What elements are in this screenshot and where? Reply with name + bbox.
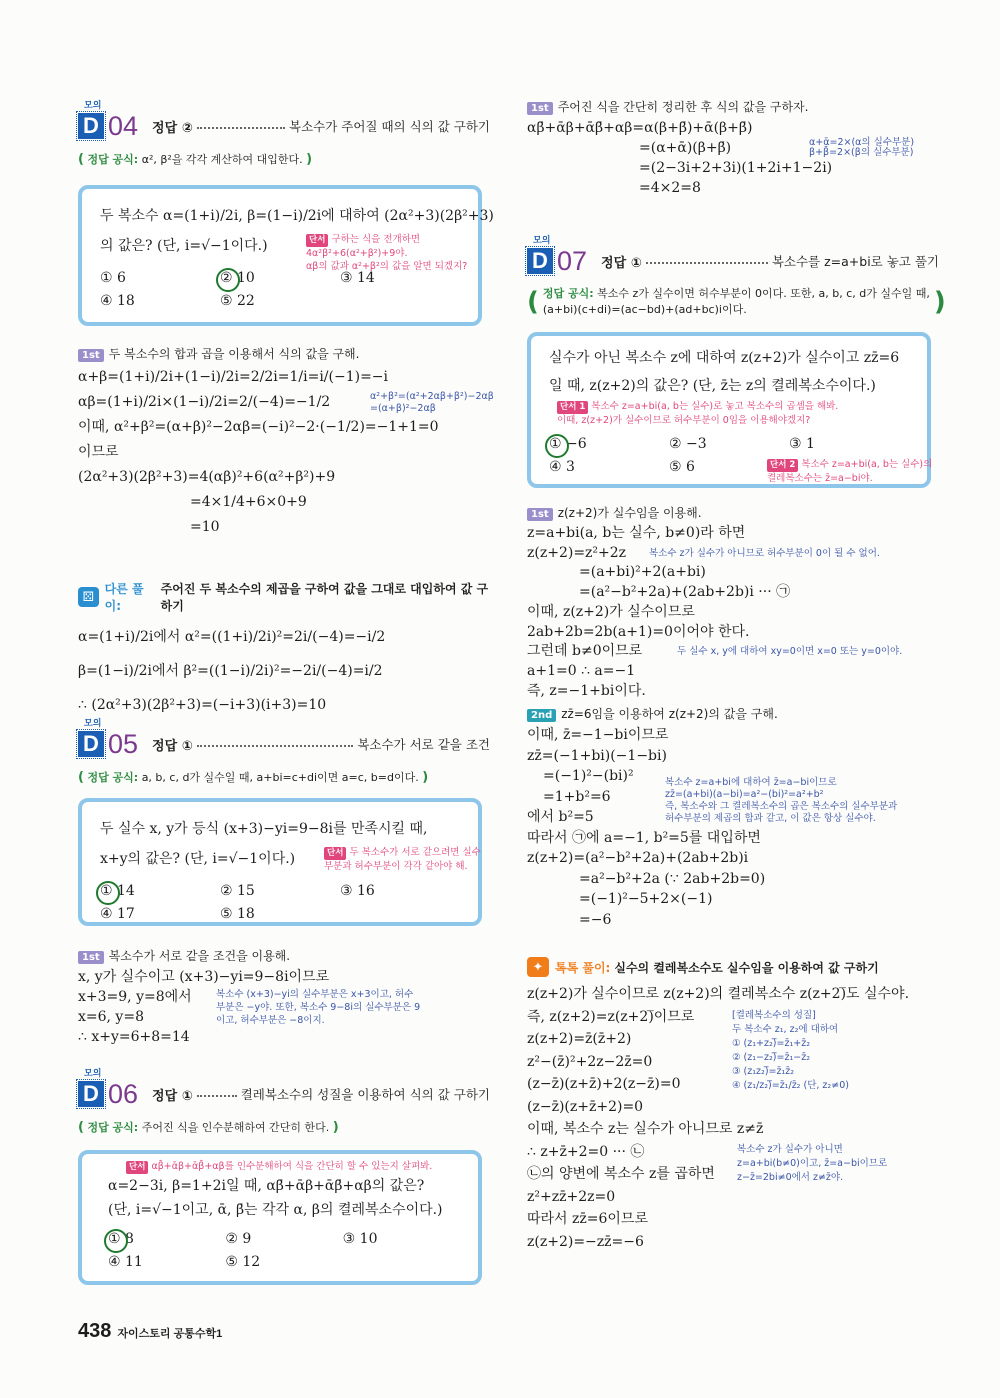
answer-label: 정답 ① [152,1088,193,1104]
answer-choice[interactable]: ② 9 [225,1231,252,1247]
d-label: D [78,731,104,757]
hint-line: 복소수 z=a+bi(a, b는 실수)로 놓고 복소수의 곱셈을 해봐. [591,401,839,412]
step-text: 주어진 식을 간단히 정리한 후 식의 값을 구하자. [557,100,809,114]
solution-line: z(z+2)=(a²−b²+2a)+(2ab+2b)i [527,850,749,867]
note-line: ① (z₁+z₂)̅=z̄₁+z̄₂ [732,1038,811,1049]
answer-formula: ( 정답 공식: 주어진 식을 인수분해하여 간단히 한다. ) [78,1120,339,1135]
hint-line: 이때, z(z+2)가 실수이므로 허수부분이 0임을 이용해야겠지? [557,415,811,426]
solution-line: =4×2=8 [639,180,701,196]
alt-line: 따라서 zz̄=6이므로 [527,1211,648,1227]
note: 두 실수 x, y에 대하여 xy=0이면 x=0 또는 y=0이야. [677,646,903,657]
note-line: ② (z₁−z₂)̅=z̄₁−z̄₂ [732,1052,811,1063]
note-line: z−z̄=2bi≠0에서 z≠z̄야. [737,1172,844,1183]
answer-choice[interactable]: ③ 16 [340,883,375,899]
solution-line-list [527,725,939,930]
answer-formula: ( 정답 공식: α², β²을 각각 계산하여 대입한다. ) [78,152,313,167]
solution-line-list [527,118,939,198]
hint: 단서 구하는 식을 전개하면 4α²β²+6(α²+β²)+9야. αβ의 값과 α²+β²의 값을 알면 되겠지? [306,234,468,272]
d05-solution [78,945,490,1047]
alt-label: 다른 풀이: [104,582,144,613]
question-line: x+y의 값은? (단, i=√−1이다.) [100,851,296,867]
hint-line: 복소수 z=a+bi(a, b는 실수)의 [801,459,933,470]
solution-line: ∴ x+y=6+8=14 [78,1029,190,1045]
solution-line: α+β=(1+i)/2i+(1−i)/2i=2/2i=1/i=i/(−1)=−i [78,369,389,385]
solution-line: =(−1)²−5+2×(−1) [579,891,713,908]
solution-line: 그런데 b≠0이므로 [527,643,643,660]
problem-title: 켤레복소수의 성질을 이용하여 식의 값 구하기 [240,1087,490,1102]
alt-line: z(z+2)가 실수이므로 z(z+2)의 켤레복소수 z(z+2)̅도 실수야. [527,986,910,1002]
question-line: α=2−3i, β=1+2i일 때, αβ̄+ᾱβ+ᾱβ̄+αβ의 값은? [108,1178,425,1194]
alt-title: 주어진 두 복소수의 제곱을 구하여 값을 그대로 대입하여 값 구하기 [160,582,489,613]
hint-line-list [151,1161,432,1172]
alt-line: β=(1−i)/2i에서 β²=((1−i)/2i)²=−2i/(−4)=i/2 [78,663,383,679]
problem-d04-box [78,185,494,326]
d07-alternative-solution [527,957,939,1253]
solution-line: αβ̄+ᾱβ+ᾱβ̄+αβ=α(β+β̄)+ᾱ(β+β̄) [527,120,753,136]
answer-choice-list [100,1228,460,1274]
solution-line: z=a+bi(a, b는 실수, b≠0)라 하면 [527,525,746,541]
solution-line: =−6 [579,911,612,928]
note-line-list [732,1009,849,1093]
note-line: α+ᾱ=2×(α의 실수부분) [809,137,915,148]
mock-tag: 모의 [84,719,102,729]
note-line-list [665,777,897,825]
step-text: z(z+2)가 실수임을 이용해. [557,506,702,520]
note-line: α²+β²=(α²+2αβ+β²)−2αβ [370,391,494,402]
answer-choice[interactable]: ① 8 [108,1228,225,1251]
problem-title: 복소수를 z=a+bi로 놓고 풀기 [771,254,939,269]
solution-line: x=6, y=8 [78,1009,144,1025]
step-badge: 1st [527,102,553,115]
problem-d05-box [78,798,482,926]
step-badge: 1st [527,508,553,521]
solution-line: zz̄=(−1+bi)(−1−bi) [527,747,667,764]
problem-d05-header [78,716,490,785]
solution-line: =1+b²=6 [543,788,611,805]
note-line: 즉, 복소수와 그 켤레복소수의 곱은 복소수의 실수부분과 [665,801,898,812]
hint-2: 단서 2 복소수 z=a+bi(a, b는 실수)의 켤레복소수는 z̄=a−bi야. [767,459,933,484]
problem-number: 05 [108,728,139,759]
answer-choice[interactable]: ⑤ 18 [220,906,255,922]
problem-title: 복소수가 서로 같을 조건 [357,737,490,752]
solution-line: 2ab+2b=2b(a+1)=0이어야 한다. [527,623,750,640]
step-text: 복소수가 서로 같을 조건을 이용해. [108,949,291,963]
answer-label: 정답 ② [152,120,193,136]
note-line: 복소수 z가 실수가 아니면 [737,1144,843,1155]
dotted-leader [197,745,354,747]
d-label: D [527,248,553,274]
solution-line: 이때, α²+β²=(α+β)²−2αβ=(−i)²−2·(−1/2)=−1+1=0 [78,419,439,435]
note-line: 복소수 z=a+bi에 대하여 z̄=a−bi이므로 [665,777,837,788]
question-line-list [100,1174,460,1222]
hint-line: αβ̄+ᾱβ+ᾱβ̄+αβ를 인수분해하여 식을 간단히 할 수 있는지 살펴봐. [151,1161,433,1172]
question-line: 실수가 아닌 복소수 z에 대하여 z(z+2)가 실수이고 zz̄=6 [549,350,900,366]
alt-line-list [78,620,490,722]
step-text: zz̄=6임을 이용하여 z(z+2)의 값을 구해. [561,707,778,722]
problem-number: 06 [108,1078,139,1109]
page-number: 438 [78,1320,112,1342]
answer-formula: ( 정답 공식: a, b, c, d가 실수일 때, a+bi=c+di이면 a=c, b=d이다. ) [78,770,429,785]
note-line: zz̄=(a+bi)(a−bi)=a²−(bi)²=a²+b² [665,789,824,800]
alt-line: (z−z̄)(z+z̄)+2(z−z̄)=0 [527,1076,681,1092]
answer-choice[interactable]: ⑤ 6 [669,459,695,475]
answer-choice[interactable]: ④ 18 [100,293,135,309]
dotted-leader [646,262,768,264]
d-label: D [78,1081,104,1107]
solution-line: =(2−3i+2+3i)(1+2i+1−2i) [639,160,833,176]
alt-line: z(z+2)=−zz̄=−6 [527,1233,644,1250]
step-badge: 1st [78,349,104,362]
dotted-leader [197,127,285,129]
answer-choice[interactable]: ⑤ 22 [220,293,255,309]
solution-line: 이때, z̄=−1−bi이므로 [527,727,669,744]
solution-line: =10 [190,519,220,535]
problem-d04-header [78,98,490,167]
answer-choice[interactable]: ① −6 [549,433,669,456]
problem-d06-header [78,1066,490,1135]
answer-choice[interactable]: ④ 11 [108,1254,143,1270]
note-line: 두 복소수 z₁, z₂에 대하여 [732,1024,839,1035]
dotted-leader [197,1095,237,1097]
question-line-list [549,344,909,400]
answer-choice[interactable]: ③ 10 [342,1231,378,1247]
note-line: =(α+β)²−2αβ [370,403,436,414]
solution-line: 이때, z(z+2)가 실수이므로 [527,603,695,620]
answer-choice[interactable]: ② 15 [220,883,255,899]
question-line: (단, i=√−1이고, ᾱ, β̄는 각각 α, β의 켤레복소수이다.) [108,1202,443,1218]
problem-number: 04 [108,110,139,141]
solution-line: =a²−b²+2a (∵ 2ab+2b=0) [579,870,766,887]
d04-solution [78,343,494,540]
step-badge: 1st [78,951,104,964]
hint-line: 부분과 허수부분이 각각 같아야 해. [324,861,468,872]
mock-tag: 모의 [84,101,102,111]
alt-line: ∴ z+z̄+2=0 ··· ㉡ [527,1143,645,1160]
answer-formula: ( 정답 공식: 복소수 z가 실수이면 허수부분이 0이다. 또한, a, b, c, d가 실수일 때, (a+bi)(c+di)=(ac−bd)+(ad+bc)i이다. ) [527,287,946,317]
answer-label: 정답 ① [152,738,193,754]
alt-line: z²−(z̄)²+2z−2z̄=0 [527,1053,653,1070]
question-line: 의 값은? (단, i=√−1이다.) [100,238,268,254]
alt-line: 이때, 복소수 z는 실수가 아니므로 z≠z̄ [527,1121,764,1137]
solution-line: 즉, z=−1+bi이다. [527,682,646,699]
problem-d07-box [527,332,931,488]
solution-line: x+3=9, y=8에서 [78,989,192,1005]
solution-line: =(α+ᾱ)(β+β̄) [639,140,732,156]
d07-solution [527,502,939,930]
answer-choice[interactable]: ① 14 [100,880,220,903]
alt-title: 실수의 켤레복소수도 실수임을 이용하여 값 구하기 [614,960,879,975]
alt-line: z²+zz̄+2z=0 [527,1188,616,1205]
note-line: 이고, 허수부분은 −8이지. [216,1015,325,1026]
note-line: [켤레복소수의 성질] [732,1010,816,1021]
answer-choice[interactable]: ① 6 [100,270,126,286]
hint-line-list [557,401,909,427]
magic-wand-icon: ✦ [527,957,549,977]
note-line: β+β̄=2×(β의 실수부분) [809,147,914,158]
question-line: 두 복소수 α=(1+i)/2i, β=(1−i)/2i에 대하여 (2α²+3)(2β²+3) [100,208,494,224]
hint-line-list [324,847,481,873]
answer-choice[interactable]: ② −3 [669,436,707,452]
alt-line: z(z+2)=z̄(z̄+2) [527,1031,632,1047]
answer-choice-list [100,267,460,313]
hint-line: 구하는 식을 전개하면 [331,234,421,245]
note-line: 허수부분의 제곱의 합과 같고, 이 값은 항상 실수야. [665,813,876,824]
d04-alternative-solution [78,580,490,722]
mock-tag: 모의 [533,236,551,246]
note-line: ③ (z₁z₂)̅=z̄₁z̄₂ [732,1066,795,1077]
note-line: ④ (z₁/z₂)̅=z̄₁/z̄₂ (단, z₂≠0) [732,1080,849,1091]
hint-line: 두 복소수가 서로 같으려면 실수 [349,847,481,858]
dice-icon: ⚄ [78,587,99,607]
solution-line: (2α²+3)(2β²+3)=4(αβ)²+6(α²+β²)+9 [78,469,336,485]
alt-line: ∴ (2α²+3)(2β²+3)=(−i+3)(i+3)=10 [78,697,327,713]
note-line-list [370,391,494,415]
alt-label: 톡톡 풀이: [555,960,611,975]
solution-line: 에서 b²=5 [527,809,594,826]
note-line-list [737,1143,887,1185]
step-badge: 2nd [527,709,556,722]
solution-line: =(−1)²−(bi)² [543,768,634,785]
hint-1: 단서 1 복소수 z=a+bi(a, b는 실수)로 놓고 복소수의 곱셈을 해봐. 이때, z(z+2)가 실수이므로 허수부분이 0임을 이용해야겠지? [557,400,909,427]
book-title: 자이스토리 공통수학1 [117,1328,223,1340]
answer-choice[interactable]: ③ 14 [340,270,375,286]
hint: 단서 αβ̄+ᾱβ+ᾱβ̄+αβ를 인수분해하여 식을 간단히 할 수 있는지 살펴봐. [126,1160,460,1174]
step-text: 두 복소수의 합과 곱을 이용해서 식의 값을 구해. [108,347,360,361]
answer-choice[interactable]: ③ 1 [789,436,815,452]
solution-line: 이므로 [78,444,119,460]
d06-solution [527,96,939,198]
problem-title: 복소수가 주어질 때의 식의 값 구하기 [289,119,490,134]
alt-line: (z−z̄)(z+z̄+2)=0 [527,1098,644,1115]
solution-line: =(a+bi)²+2(a+bi) [579,564,706,581]
hint-line: αβ의 값과 α²+β²의 값을 알면 되겠지? [306,261,468,272]
question-line: 일 때, z(z+2)의 값은? (단, z̄는 z의 켤레복소수이다.) [549,378,876,394]
solution-line: =(a²−b²+2a)+(2ab+2b)i ··· ㉠ [579,584,791,601]
alt-line: ㉡의 양변에 복소수 z를 곱하면 [527,1166,715,1182]
alt-line: 즉, z(z+2)=z(z+2)̅이므로 [527,1008,695,1025]
solution-line: a+1=0 ∴ a=−1 [527,662,636,679]
question-line: 두 실수 x, y가 등식 (x+3)−yi=9−8i를 만족시킬 때, [100,821,428,837]
d-label: D [78,113,104,139]
answer-choice[interactable]: ⑤ 12 [225,1254,261,1270]
answer-choice-list [100,880,460,926]
hint-line: 켤레복소수는 z̄=a−bi야. [767,473,873,484]
note: 복소수 z가 실수가 아니므로 허수부분이 0이 될 수 없어. [649,548,880,559]
problem-number: 07 [557,245,588,276]
problem-d06-box [78,1150,482,1285]
solution-line: 따라서 ㉠에 a=−1, b²=5를 대입하면 [527,829,761,846]
solution-line: =4×1/4+6×0+9 [190,494,307,510]
answer-choice[interactable]: ② 10 [220,267,340,290]
problem-d07-header [527,233,946,318]
note-line: z=a+bi(b≠0)이고, z̄=a−bi이므로 [737,1158,888,1169]
mock-tag: 모의 [84,1069,102,1079]
answer-label: 정답 ① [601,255,642,271]
solution-line: z(z+2)=z²+2z [527,544,627,561]
hint-line: 4α²β²+6(α²+β²)+9야. [306,248,408,259]
note-line-list [216,988,420,1027]
page-footer [78,1320,222,1343]
note-line: 부분은 −y야. 또한, 복소수 9−8i의 실수부분은 9 [216,1002,421,1013]
hint: 단서 두 복소수가 서로 같으려면 실수 부분과 허수부분이 각각 같아야 해. [324,847,481,872]
alt-line: α=(1+i)/2i에서 α²=((1+i)/2i)²=2i/(−4)=−i/2 [78,629,386,645]
note-line-list [809,138,914,158]
answer-choice[interactable]: ④ 3 [549,459,575,475]
solution-line: αβ=(1+i)/2i×(1−i)/2i=2/(−4)=−1/2 [78,394,331,410]
solution-line: x, y가 실수이고 (x+3)−yi=9−8i이므로 [78,969,330,985]
answer-choice[interactable]: ④ 17 [100,906,135,922]
note-line: 복소수 (x+3)−yi의 실수부분은 x+3이고, 허수 [216,989,414,1000]
